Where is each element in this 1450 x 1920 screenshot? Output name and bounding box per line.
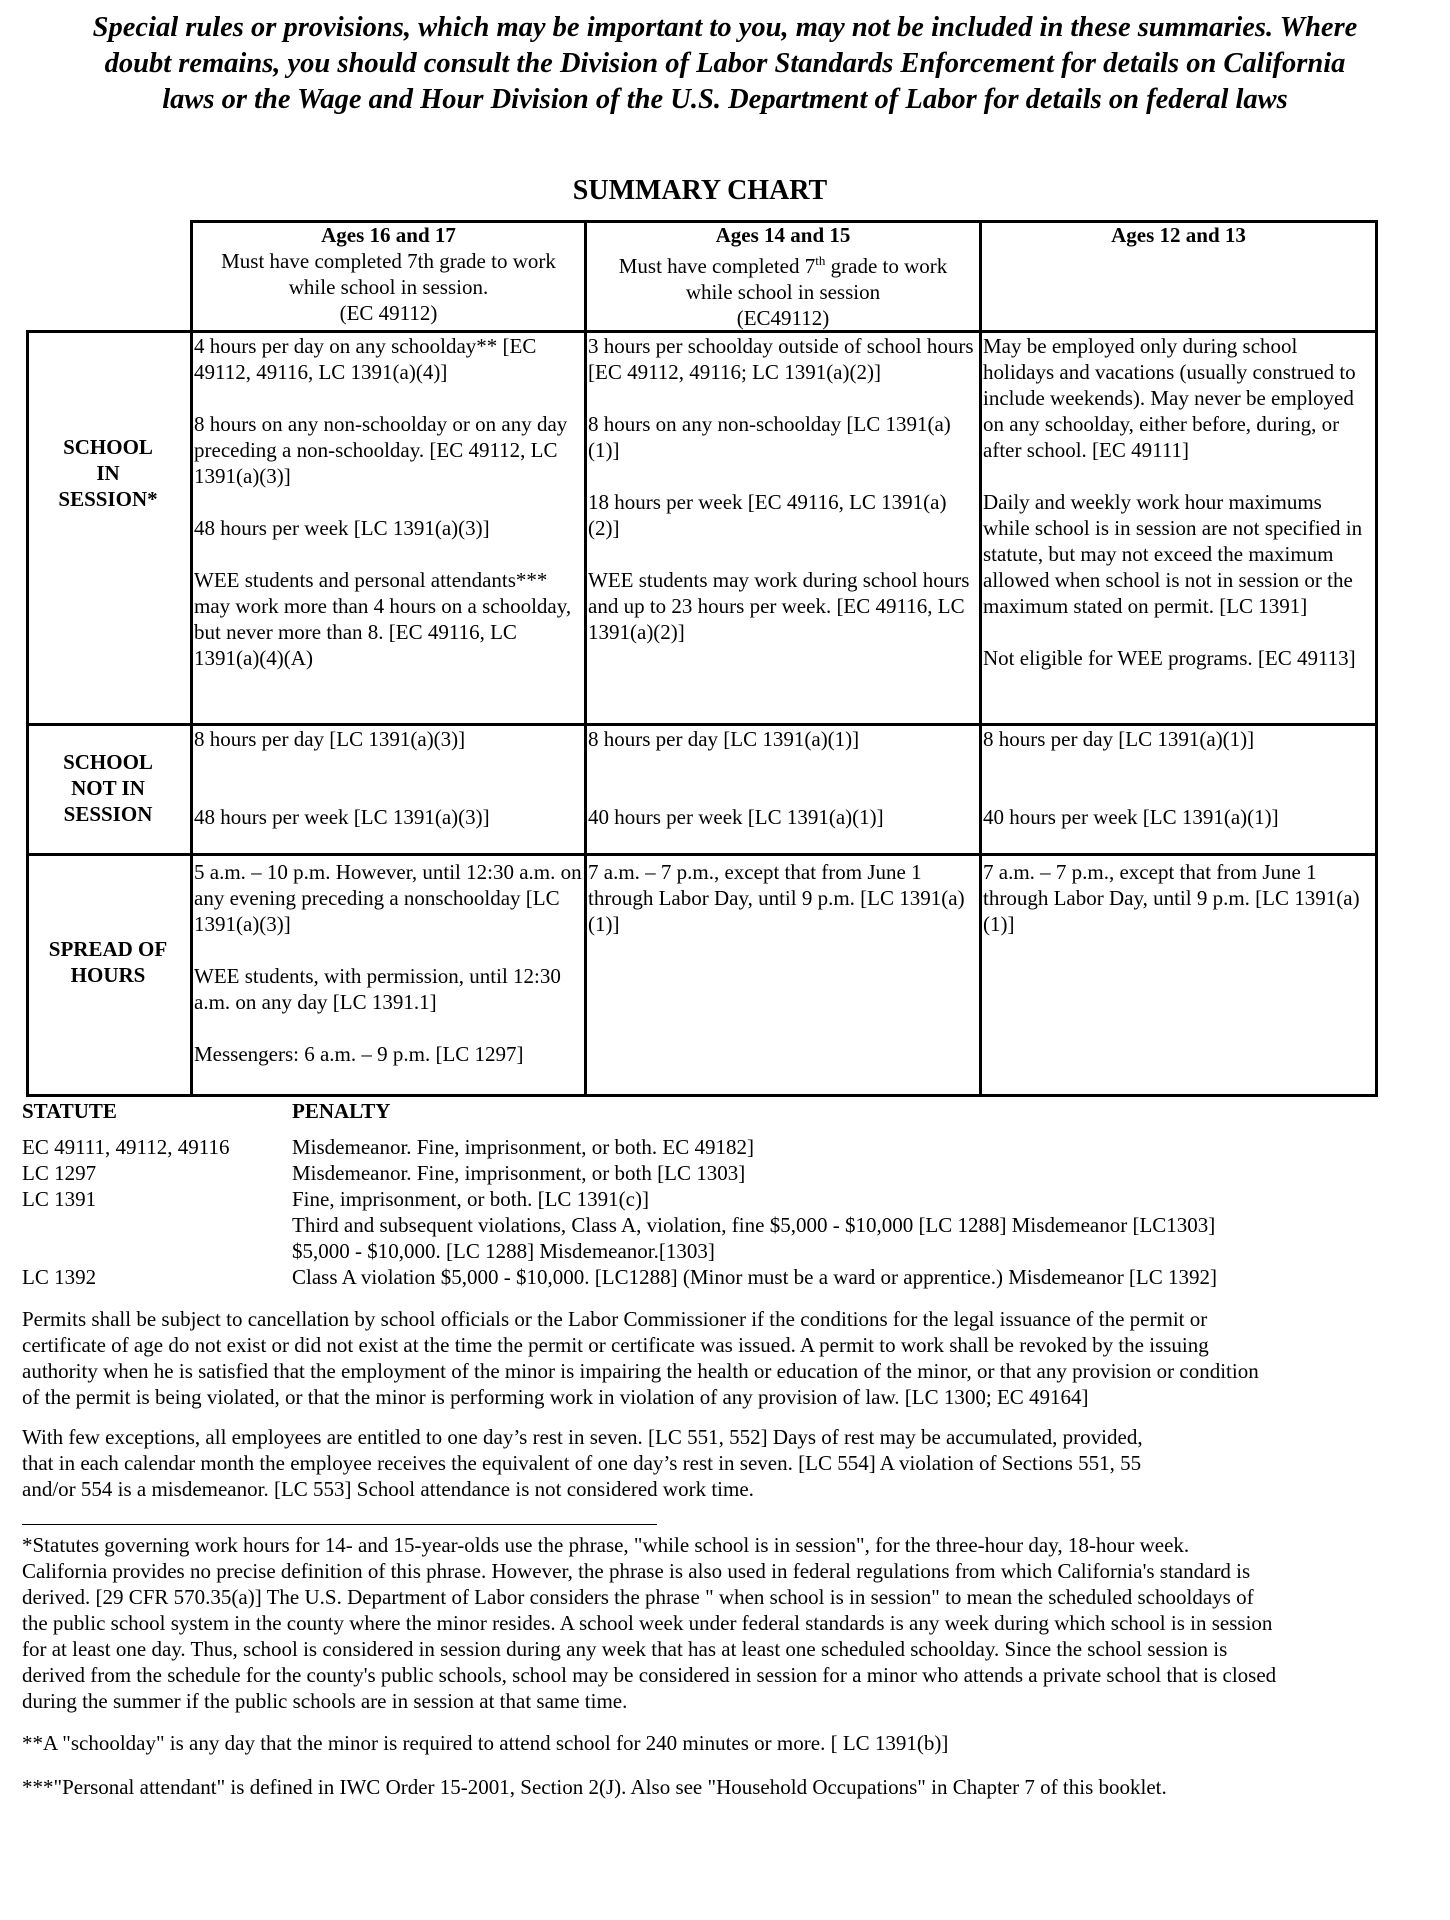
column-note: Must have completed 7th grade to work bbox=[221, 249, 556, 273]
table-border bbox=[979, 220, 982, 1097]
row-label-line: SCHOOL bbox=[63, 435, 153, 459]
cell-in-session-14-15 bbox=[588, 333, 976, 645]
cell-paragraph: 8 hours on any non-schoolday [LC 1391(a)(1)] bbox=[588, 412, 951, 462]
column-note-part: Must have completed 7 bbox=[618, 254, 816, 278]
cell-paragraph: 18 hours per week [EC 49116, LC 1391(a)(2)] bbox=[588, 490, 947, 540]
cell-spread-16-17 bbox=[194, 859, 582, 1067]
disclaimer bbox=[14, 10, 1436, 118]
cell-paragraph: 40 hours per week [LC 1391(a)(1)] bbox=[588, 805, 884, 829]
footnote-divider bbox=[22, 1524, 657, 1525]
cell-paragraph: 48 hours per week [LC 1391(a)(3)] bbox=[194, 805, 490, 829]
penalty-row bbox=[22, 1264, 1422, 1290]
paragraph-line: authority when he is satisfied that the employment of the minor is impairing the health or education of the minor, or that any provision or condition bbox=[22, 1359, 1259, 1383]
statute-cell: EC 49111, 49112, 49116 bbox=[22, 1135, 230, 1159]
row-label-line: HOURS bbox=[70, 963, 146, 987]
footnote-line: during the summer if the public schools are in session at that same time. bbox=[22, 1689, 628, 1713]
column-heading: Ages 16 and 17 bbox=[321, 223, 456, 247]
cell-in-session-16-17 bbox=[194, 333, 582, 671]
penalty-row bbox=[22, 1134, 1422, 1160]
cell-paragraph: 5 a.m. – 10 p.m. However, until 12:30 a.m. on any evening preceding a nonschoolday [LC 1391(a)(3)] bbox=[194, 860, 582, 936]
cell-paragraph: WEE students may work during school hours and up to 23 hours per week. [EC 49116, LC 1391(a)(2)] bbox=[588, 568, 970, 644]
column-header-ages-16-17 bbox=[193, 222, 584, 326]
column-heading: Ages 12 and 13 bbox=[1111, 223, 1246, 247]
cell-paragraph: 8 hours on any non-schoolday or on any day preceding a non-schoolday. [EC 49112, LC 1391(a)(3)] bbox=[194, 412, 568, 488]
cell-spread-12-13 bbox=[983, 859, 1373, 937]
cell-paragraph: 3 hours per schoolday outside of school hours [EC 49112, 49116; LC 1391(a)(2)] bbox=[588, 334, 974, 384]
superscript: th bbox=[815, 253, 826, 268]
row-label-school-not-in-session bbox=[26, 749, 190, 827]
cell-paragraph: Not eligible for WEE programs. [EC 49113] bbox=[983, 646, 1356, 670]
cell-paragraph: 48 hours per week [LC 1391(a)(3)] bbox=[194, 516, 490, 540]
row-label-line: SCHOOL bbox=[63, 750, 153, 774]
penalty-cell: Third and subsequent violations, Class A, violation, fine $5,000 - $10,000 [LC 1288] Misdemeanor [LC1303] bbox=[292, 1213, 1216, 1237]
paragraph-line: certificate of age do not exist or did not exist at the time the permit or certificate was issued. A permit to work shall be revoked by the issuing bbox=[22, 1333, 1209, 1357]
paragraph-line: With few exceptions, all employees are entitled to one day’s rest in seven. [LC 551, 552] Days of rest may be accumulated, provided, bbox=[22, 1425, 1143, 1449]
paragraph-line: that in each calendar month the employee receives the equivalent of one day’s rest in seven. [LC 554] A violation of Sections 551, 55 bbox=[22, 1451, 1142, 1475]
row-label-spread-of-hours bbox=[26, 936, 190, 988]
footnote-double-star: **A "schoolday" is any day that the minor is required to attend school for 240 minutes or more. [ LC 1391(b)] bbox=[22, 1731, 949, 1755]
statute-cell bbox=[22, 1238, 292, 1264]
column-note-part: grade to work bbox=[825, 254, 948, 278]
statute-cell bbox=[22, 1212, 292, 1238]
penalty-header: PENALTY bbox=[292, 1099, 391, 1123]
cell-paragraph: 4 hours per day on any schoolday** [EC 49112, 49116, LC 1391(a)(4)] bbox=[194, 334, 537, 384]
penalty-row bbox=[22, 1160, 1422, 1186]
cell-spread-14-15 bbox=[588, 859, 976, 937]
cell-paragraph: 7 a.m. – 7 p.m., except that from June 1 through Labor Day, until 9 p.m. [LC 1391(a)(1)] bbox=[983, 860, 1360, 936]
statute-cell: LC 1392 bbox=[22, 1265, 97, 1289]
cell-paragraph: Daily and weekly work hour maximums while school is in session are not specified in statute, but may not exceed the maximum allowed when school is not in session or the maximum stated on permit. [LC 1391] bbox=[983, 490, 1363, 618]
column-heading: Ages 14 and 15 bbox=[715, 223, 851, 247]
penalty-row bbox=[22, 1238, 1422, 1264]
column-note: (EC49112) bbox=[736, 306, 830, 330]
cell-not-in-session-16-17 bbox=[194, 726, 582, 830]
cell-paragraph: 8 hours per day [LC 1391(a)(3)] bbox=[194, 727, 466, 751]
footnote-triple-star: ***"Personal attendant" is defined in IWC Order 15-2001, Section 2(J). Also see "Household Occupations" in Chapter 7 of this booklet. bbox=[22, 1775, 1167, 1799]
footnote-line: derived. [29 CFR 570.35(a)] The U.S. Department of Labor considers the phrase " when school is in session" to mean the scheduled schooldays of bbox=[22, 1585, 1254, 1609]
column-note: while school in session. bbox=[288, 275, 489, 299]
paragraph-line: and/or 554 is a misdemeanor. [LC 553] School attendance is not considered work time. bbox=[22, 1477, 754, 1501]
cell-paragraph: May be employed only during school holidays and vacations (usually construed to include weekends). May never be employed on any schoolday, either before, during, or after school. [EC 49111] bbox=[983, 334, 1356, 462]
table-border bbox=[1375, 220, 1378, 1097]
disclaimer-line: Special rules or provisions, which may be important to you, may not be included in these summaries. Where bbox=[92, 12, 1358, 43]
footnote-line: California provides no precise definition of this phrase. However, the phrase is also used in federal regulations from which California's standard is bbox=[22, 1559, 1251, 1583]
table-border bbox=[190, 220, 193, 1097]
statute-header: STATUTE bbox=[22, 1099, 117, 1123]
rest-paragraph bbox=[22, 1424, 1422, 1502]
cell-paragraph: 7 a.m. – 7 p.m., except that from June 1 through Labor Day, until 9 p.m. [LC 1391(a)(1)] bbox=[588, 860, 965, 936]
penalty-cell: $5,000 - $10,000. [LC 1288] Misdemeanor.[1303] bbox=[292, 1239, 715, 1263]
penalty-row bbox=[22, 1186, 1422, 1212]
statute-cell: LC 1297 bbox=[22, 1161, 97, 1185]
paragraph-line: Permits shall be subject to cancellation by school officials or the Labor Commissioner if the conditions for the legal issuance of the permit or bbox=[22, 1307, 1208, 1331]
paragraph-line: of the permit is being violated, or that the minor is performing work in violation of any provision of law. [LC 1300; EC 49164] bbox=[22, 1385, 1089, 1409]
statute-cell: LC 1391 bbox=[22, 1187, 97, 1211]
cell-not-in-session-12-13 bbox=[983, 726, 1373, 830]
table-border bbox=[584, 220, 587, 1097]
row-label-line: IN bbox=[96, 461, 120, 485]
cell-paragraph: WEE students and personal attendants*** may work more than 4 hours on a schoolday, but never more than 8. [EC 49116, LC 1391(a)(4)(A) bbox=[194, 568, 572, 670]
row-label-line: NOT IN bbox=[71, 776, 145, 800]
cell-paragraph: 8 hours per day [LC 1391(a)(1)] bbox=[588, 727, 860, 751]
table-border bbox=[26, 1094, 1378, 1097]
cell-in-session-12-13 bbox=[983, 333, 1373, 671]
penalty-cell: Class A violation $5,000 - $10,000. [LC1288] (Minor must be a ward or apprentice.) Misdemeanor [LC 1392] bbox=[292, 1265, 1218, 1289]
cell-paragraph: 40 hours per week [LC 1391(a)(1)] bbox=[983, 805, 1279, 829]
cell-paragraph: Messengers: 6 a.m. – 9 p.m. [LC 1297] bbox=[194, 1042, 524, 1066]
footnote-single-star bbox=[22, 1532, 1422, 1714]
disclaimer-line: doubt remains, you should consult the Division of Labor Standards Enforcement for details on California bbox=[104, 48, 1346, 79]
disclaimer-line: laws or the Wage and Hour Division of the U.S. Department of Labor for details on federal laws bbox=[162, 84, 1288, 115]
penalty-header-row bbox=[22, 1098, 1422, 1124]
cell-paragraph: 8 hours per day [LC 1391(a)(1)] bbox=[983, 727, 1255, 751]
permits-paragraph bbox=[22, 1306, 1422, 1410]
column-note: while school in session bbox=[685, 280, 881, 304]
cell-paragraph: WEE students, with permission, until 12:30 a.m. on any day [LC 1391.1] bbox=[194, 964, 561, 1014]
penalty-row bbox=[22, 1212, 1422, 1238]
penalty-cell: Misdemeanor. Fine, imprisonment, or both [LC 1303] bbox=[292, 1161, 746, 1185]
column-note bbox=[587, 248, 979, 279]
row-label-line: SESSION bbox=[63, 802, 153, 826]
footnote-line: derived from the schedule for the county's public schools, school may be considered in session for a minor who attends a private school that is closed bbox=[22, 1663, 1277, 1687]
penalty-table bbox=[22, 1098, 1422, 1290]
table-border bbox=[26, 853, 1378, 856]
cell-not-in-session-14-15 bbox=[588, 726, 976, 830]
row-label-line: SPREAD OF bbox=[48, 937, 168, 961]
chart-title: SUMMARY CHART bbox=[572, 175, 828, 206]
row-label-line: SESSION* bbox=[58, 487, 158, 511]
column-header-ages-12-13 bbox=[982, 222, 1375, 248]
penalty-cell: Misdemeanor. Fine, imprisonment, or both. EC 49182] bbox=[292, 1135, 754, 1159]
footnote-line: *Statutes governing work hours for 14- and 15-year-olds use the phrase, "while school is in session", for the three-hour day, 18-hour week. bbox=[22, 1533, 1190, 1557]
row-label-school-in-session bbox=[26, 434, 190, 512]
column-note: (EC 49112) bbox=[339, 301, 438, 325]
penalty-cell: Fine, imprisonment, or both. [LC 1391(c)] bbox=[292, 1187, 649, 1211]
footnote-line: for at least one day. Thus, school is considered in session during any week that has at least one scheduled schoolday. Since the school session is bbox=[22, 1637, 1228, 1661]
footnote-line: the public school system in the county where the minor resides. A school week under federal standards is any week during which school is in session bbox=[22, 1611, 1273, 1635]
column-header-ages-14-15 bbox=[587, 222, 979, 331]
